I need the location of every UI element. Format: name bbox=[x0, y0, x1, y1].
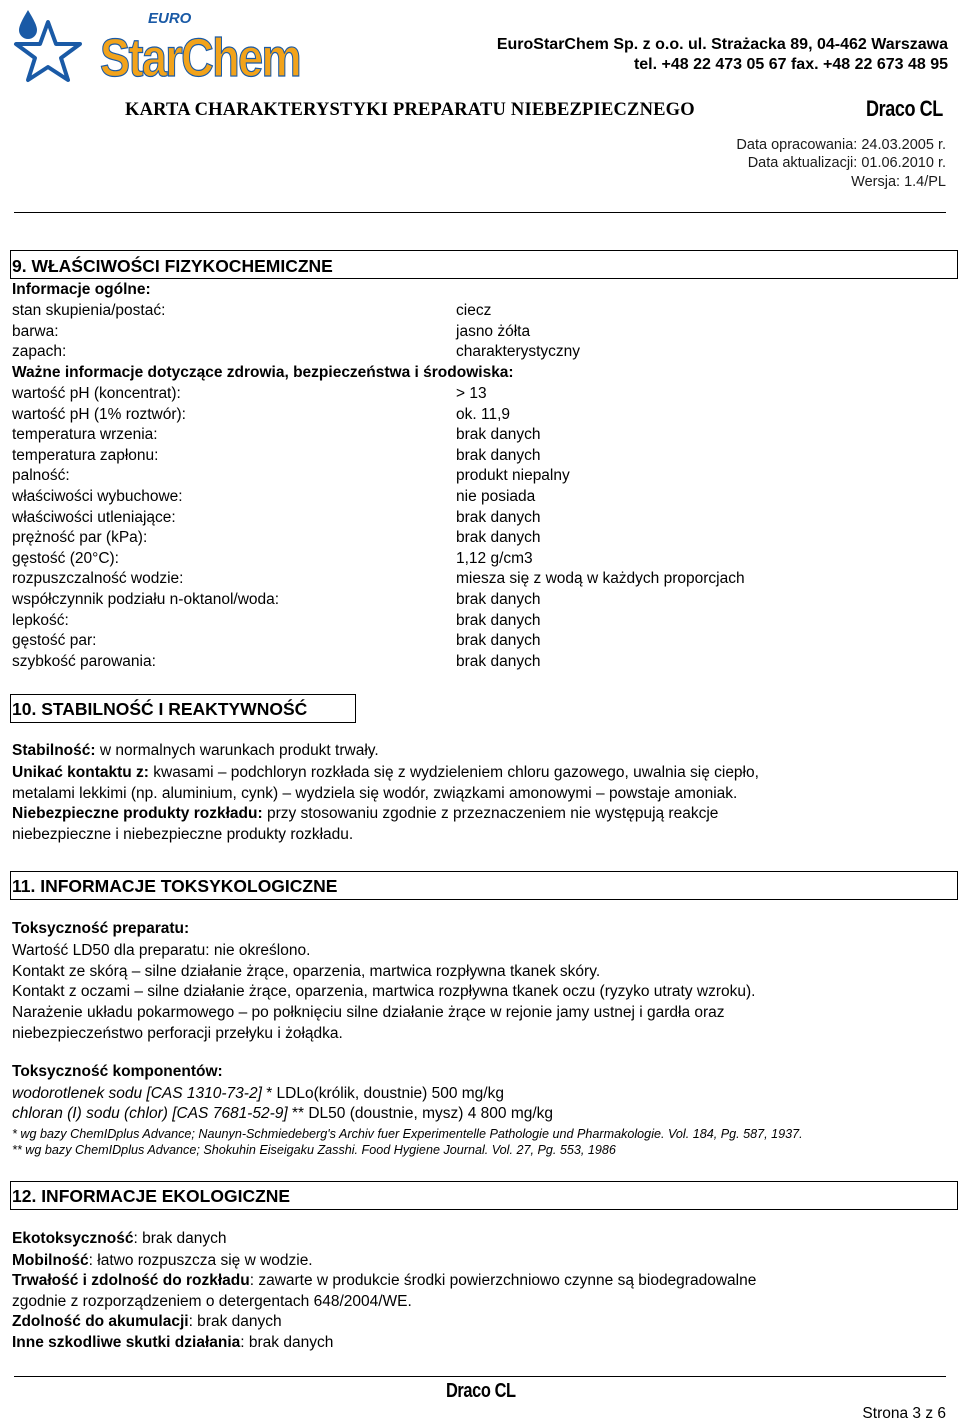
comp-tox-heading: Toksyczność komponentów: bbox=[12, 1063, 223, 1080]
logo-brand-text: StarChem bbox=[100, 28, 300, 88]
company-contact: tel. +48 22 473 05 67 fax. +48 22 673 48 95 bbox=[633, 56, 948, 73]
property-label: temperatura wrzenia: bbox=[12, 426, 158, 444]
property-value: brak danych bbox=[456, 446, 541, 464]
avoid-line-1 bbox=[12, 764, 759, 782]
persistence-line-2: zgodnie z rozporządzeniem o detergentach 648/2004/WE. bbox=[12, 1293, 412, 1310]
prep-tox-line: Kontakt ze skórą – silne działanie żrące, oparzenia, martwica rozpływna tkanek skóry. bbox=[12, 962, 601, 980]
property-label: temperatura zapłonu: bbox=[12, 446, 159, 464]
general-info-heading: Informacje ogólne: bbox=[12, 281, 151, 298]
decomp-label: Niebezpieczne produkty rozkładu: bbox=[12, 805, 263, 822]
other-effects-label: Inne szkodliwe skutki działania bbox=[12, 1334, 241, 1351]
other-effects-line bbox=[12, 1334, 333, 1352]
logo-euro-text: EURO bbox=[148, 10, 192, 27]
property-label: wartość pH (1% roztwór): bbox=[12, 405, 186, 423]
reference-2: ** wg bazy ChemIDplus Advance; Shokuhin Eiseigaku Zasshi. Food Hygiene Journal. Vol. 27, Pg. 553, 1986 bbox=[12, 1143, 616, 1157]
mobility-text: : łatwo rozpuszcza się w wodzie. bbox=[88, 1252, 313, 1269]
property-value: 1,12 g/cm3 bbox=[456, 549, 533, 567]
component-2-name: chloran (I) sodu (chlor) [CAS 7681-52-9] bbox=[12, 1105, 288, 1122]
other-effects-text: : brak danych bbox=[240, 1334, 334, 1351]
property-label: palność: bbox=[12, 467, 70, 485]
component-2-data: ** DL50 (doustnie, mysz) 4 800 mg/kg bbox=[287, 1105, 554, 1122]
bioaccumulation-line bbox=[12, 1313, 282, 1331]
property-value: miesza się z wodą w każdych proporcjach bbox=[456, 570, 745, 588]
property-label: lepkość: bbox=[12, 611, 69, 629]
footer-product-name: Draco CL bbox=[446, 1380, 516, 1402]
prep-tox-line: Narażenie układu pokarmowego – po połknięciu silne działanie żrące w rejonie jamy ustnej i gardła oraz bbox=[12, 1004, 725, 1022]
section-9-title: 9. WŁAŚCIWOŚCI FIZYKOCHEMICZNE bbox=[12, 256, 333, 276]
property-label: szybkość parowania: bbox=[12, 652, 156, 670]
property-value: brak danych bbox=[456, 591, 541, 608]
persistence-line-1 bbox=[12, 1272, 756, 1290]
ecotox-label: Ekotoksyczność bbox=[12, 1230, 134, 1247]
prep-tox-heading: Toksyczność preparatu: bbox=[12, 920, 190, 937]
bioaccumulation-text: : brak danych bbox=[188, 1313, 282, 1330]
property-value: brak danych bbox=[456, 632, 541, 650]
property-label: barwa: bbox=[12, 322, 59, 340]
avoid-label: Unikać kontaktu z: bbox=[12, 764, 149, 781]
property-label: wartość pH (koncentrat): bbox=[12, 385, 181, 402]
stability-label: Stabilność: bbox=[12, 742, 96, 759]
property-value: charakterystyczny bbox=[456, 343, 581, 361]
property-value: produkt niepalny bbox=[456, 467, 570, 485]
date-created: Data opracowania: 24.03.2005 r. bbox=[736, 137, 946, 153]
property-value: > 13 bbox=[456, 385, 487, 402]
date-updated: Data aktualizacji: 01.06.2010 r. bbox=[747, 155, 946, 171]
prep-tox-line: Wartość LD50 dla preparatu: nie określono. bbox=[12, 942, 311, 959]
company-logo bbox=[8, 6, 308, 86]
prep-tox-line: niebezpieczeństwo perforacji przełyku i żołądka. bbox=[12, 1024, 343, 1042]
footer-divider bbox=[14, 1376, 946, 1377]
prep-tox-line: Kontakt z oczami – silne działanie żrące, oparzenia, martwica rozpływna tkanek oczu (ryzyko utraty wzroku). bbox=[12, 983, 756, 1001]
component-1-name: wodorotlenek sodu [CAS 1310-73-2] bbox=[12, 1085, 262, 1102]
page-number: Strona 3 z 6 bbox=[862, 1405, 946, 1422]
bioaccumulation-label: Zdolność do akumulacji bbox=[12, 1313, 189, 1330]
decomp-line-1 bbox=[12, 805, 718, 823]
company-address: EuroStarChem Sp. z o.o. ul. Strażacka 89, 04-462 Warszawa bbox=[496, 36, 948, 53]
property-value: brak danych bbox=[456, 529, 541, 547]
ecotox-line bbox=[12, 1230, 227, 1248]
property-label: właściwości wybuchowe: bbox=[12, 488, 183, 505]
property-label: prężność par (kPa): bbox=[12, 529, 148, 547]
component-2 bbox=[12, 1105, 553, 1123]
property-label: gęstość par: bbox=[12, 632, 97, 650]
property-label: rozpuszczalność wodzie: bbox=[12, 570, 184, 588]
drop-icon bbox=[19, 10, 37, 39]
product-name: Draco CL bbox=[866, 96, 943, 121]
component-1 bbox=[12, 1085, 504, 1103]
document-title: KARTA CHARAKTERYSTYKI PREPARATU NIEBEZPIECZNEGO bbox=[125, 100, 695, 120]
health-info-heading: Ważne informacje dotyczące zdrowia, bezpieczeństwa i środowiska: bbox=[12, 364, 514, 381]
section-12-title: 12. INFORMACJE EKOLOGICZNE bbox=[12, 1186, 291, 1206]
mobility-label: Mobilność bbox=[12, 1252, 89, 1269]
property-value: ok. 11,9 bbox=[456, 405, 511, 423]
reference-1: * wg bazy ChemIDplus Advance; Naunyn-Schmiedeberg's Archiv fuer Experimentelle Pathologie und Pharmakologie. Vol. 184, Pg. 587, 1937. bbox=[12, 1127, 803, 1141]
property-value: nie posiada bbox=[456, 488, 536, 505]
property-value: brak danych bbox=[456, 652, 541, 670]
property-value: brak danych bbox=[456, 508, 541, 526]
stability-line bbox=[12, 742, 379, 760]
property-label: zapach: bbox=[12, 343, 67, 361]
version: Wersja: 1.4/PL bbox=[851, 174, 946, 190]
property-label: współczynnik podziału n-oktanol/woda: bbox=[12, 591, 280, 608]
ecotox-text: : brak danych bbox=[133, 1230, 227, 1247]
persistence-label: Trwałość i zdolność do rozkładu bbox=[12, 1272, 250, 1289]
persistence-text-1: : zawarte w produkcie środki powierzchniowo czynne są biodegradowalne bbox=[249, 1272, 757, 1289]
property-label: stan skupienia/postać: bbox=[12, 302, 166, 319]
header-divider bbox=[14, 212, 946, 213]
property-value: brak danych bbox=[456, 611, 541, 629]
section-10-title: 10. STABILNOŚĆ I REAKTYWNOŚĆ bbox=[12, 699, 308, 719]
property-label: właściwości utleniające: bbox=[12, 508, 176, 526]
decomp-text-1: przy stosowaniu zgodnie z przeznaczeniem nie występują reakcje bbox=[262, 805, 719, 822]
property-label: gęstość (20°C): bbox=[12, 549, 119, 567]
component-1-data: * LDLo(królik, doustnie) 500 mg/kg bbox=[261, 1085, 504, 1102]
property-value: ciecz bbox=[456, 302, 492, 319]
avoid-line-2: metalami lekkimi (np. aluminium, cynk) – wydziela się wodór, związkami amonowymi – powstaje amoniak. bbox=[12, 785, 738, 802]
mobility-line bbox=[12, 1252, 313, 1270]
decomp-line-2: niebezpieczne i niebezpieczne produkty rozkładu. bbox=[12, 826, 354, 843]
property-value: jasno żółta bbox=[456, 322, 531, 340]
avoid-text-1: kwasami – podchloryn rozkłada się z wydzieleniem chloru gazowego, uwalnia się ciepło, bbox=[148, 764, 759, 781]
stability-text: w normalnych warunkach produkt trwały. bbox=[95, 742, 379, 759]
property-value: brak danych bbox=[456, 426, 541, 444]
section-11-title: 11. INFORMACJE TOKSYKOLOGICZNE bbox=[12, 876, 338, 896]
